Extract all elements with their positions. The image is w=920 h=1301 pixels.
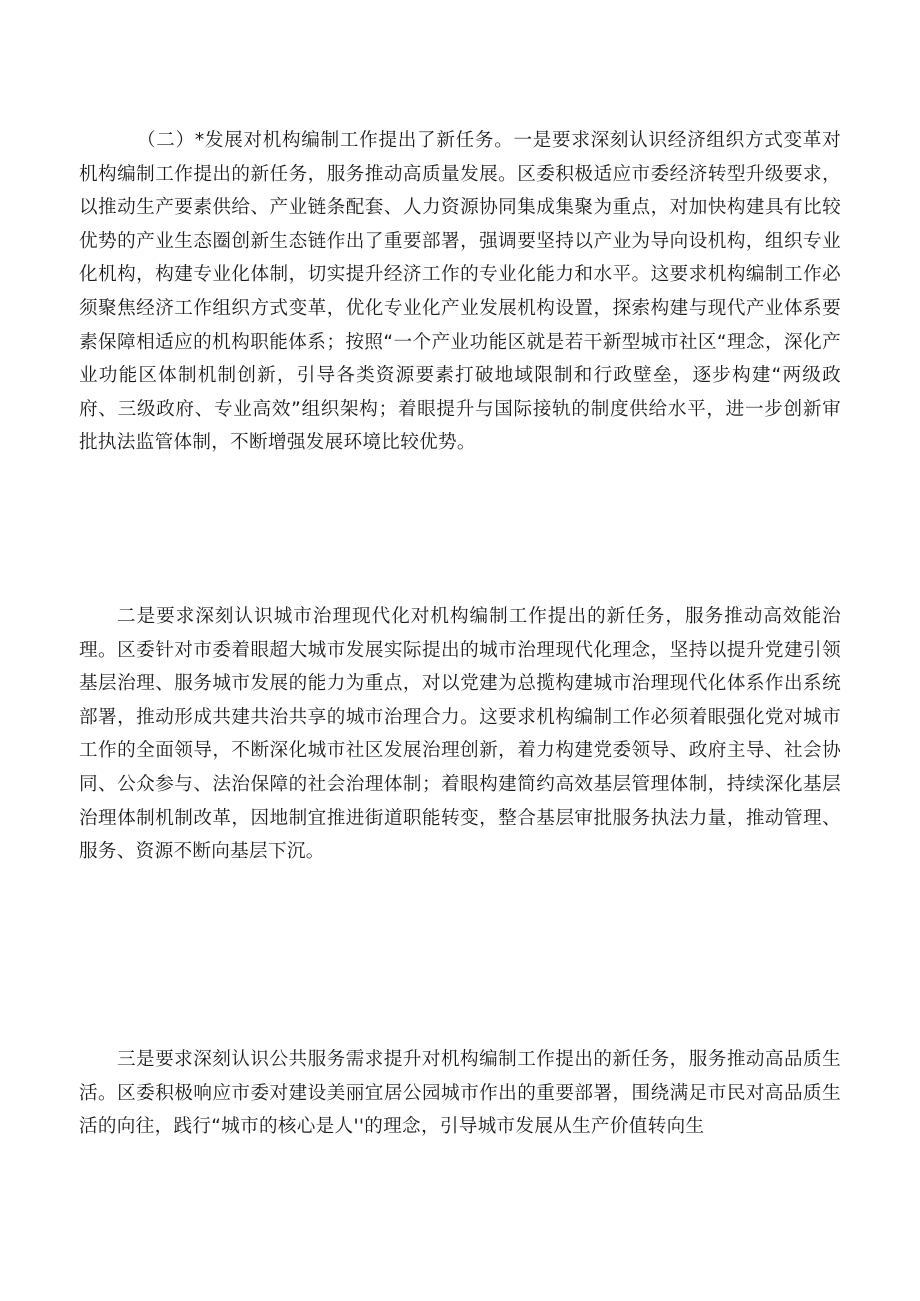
paragraph-1: （二）*发展对机构编制工作提出了新任务。一是要求深刻认识经济组织方式变革对机构编制工作提出的新任务，服务推动高质量发展。区委积极适应市委经济转型升级要求，以推动生产要素供给、产业链条配套、人力资源协同集成集聚为重点，对加快构建具有比较优势的产业生态圈创新生态链作出了重要部署，强调要坚持以产业为导向设机构，组织专业化机构，构建专业化体制，切实提升经济工作的专业化能力和水平。这要求机构编制工作必须聚焦经济工作组织方式变革，优化专业化产业发展机构设置，探索构建与现代产业体系要素保障相适应的机构职能体系；按照“一个产业功能区就是若干新型城市社区“理念，深化产业功能区体制机制创新，引导各类资源要素打破地域限制和行政壁垒，逐步构建“两级政府、三级政府、专业高效”组织架构；着眼提升与国际接轨的制度供给水平，进一步创新审批执法监管体制，不断增强发展环境比较优势。 [79, 130, 841, 454]
paragraph-3: 三是要求深刻认识公共服务需求提升对机构编制工作提出的新任务，服务推动高品质生活。区委积极响应市委对建设美丽宜居公园城市作出的重要部署，围绕满足市民对高品质生活的向往，践行“城市的核心是人''的理念，引导城市发展从生产价值转向生 [79, 1049, 841, 1138]
paragraph-2: 二是要求深刻认识城市治理现代化对机构编制工作提出的新任务，服务推动高效能治理。区委针对市委着眼超大城市发展实际提出的城市治理现代化理念，坚持以提升党建引领基层治理、服务城市发展的能力为重点，对以党建为总揽构建城市治理现代化体系作出系统部署，推动形成共建共治共享的城市治理合力。这要求机构编制工作必须着眼强化党对城市工作的全面领导，不断深化城市社区发展治理创新，着力构建党委领导、政府主导、社会协同、公众参与、法治保障的社会治理体制；着眼构建简约高效基层管理体制，持续深化基层治理体制机制改革，因地制宜推进街道职能转变，整合基层审批服务执法力量，推动管理、服务、资源不断向基层下沉。 [79, 606, 841, 863]
